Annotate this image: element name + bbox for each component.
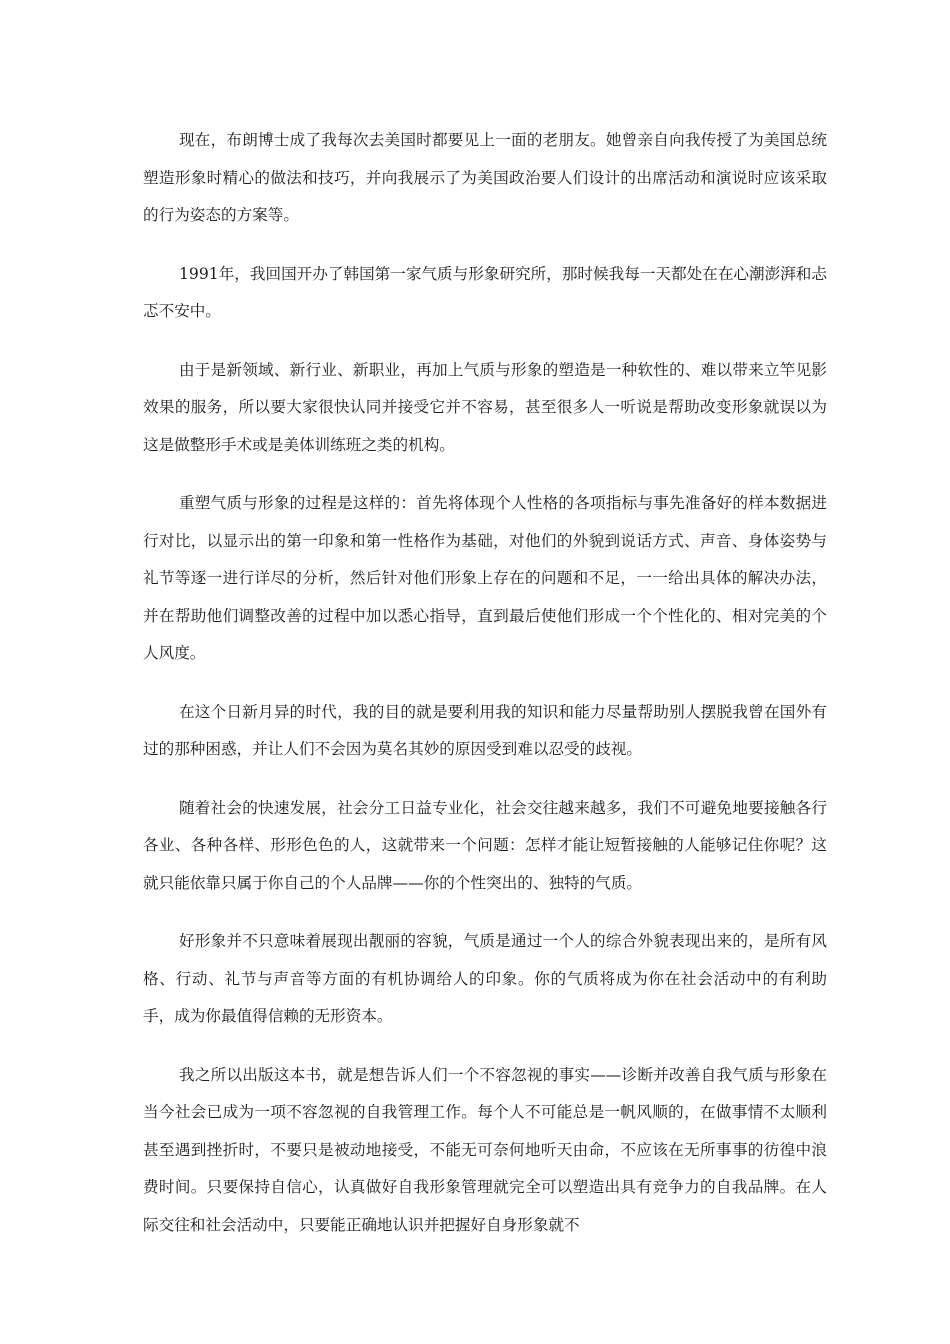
paragraph: 我之所以出版这本书，就是想告诉人们一个不容忽视的事实——诊断并改善自我气质与形象在当今社会已成为一项不容忽视的自我管理工作。每个人不可能总是一帆风顺的，在做事情不太顺利甚至遇到挫折时，不要只是被动地接受，不能无可奈何地听天由命，不应该在无所事事的彷徨中浪费时间。只要保持自信心，认真做好自我形象管理就完全可以塑造出具有竞争力的自我品牌。在人际交往和社会活动中，只要能正确地认识并把握好自身形象就不	[143, 1065, 827, 1234]
paragraph: 在这个日新月异的时代，我的目的就是要利用我的知识和能力尽量帮助别人摆脱我曾在国外有过的那种困惑，并让人们不会因为莫名其妙的原因受到难以忍受的歧视。	[143, 702, 827, 758]
paragraph: 由于是新领域、新行业、新职业，再加上气质与形象的塑造是一种软性的、难以带来立竿见影效果的服务，所以要大家很快认同并接受它并不容易，甚至很多人一听说是帮助改变形象就误以为这是做整形手术或是美体训练班之类的机构。	[143, 360, 827, 454]
document-body	[143, 122, 827, 1244]
paragraph: 随着社会的快速发展，社会分工日益专业化，社会交往越来越多，我们不可避免地要接触各行各业、各种各样、形形色色的人，这就带来一个问题：怎样才能让短暂接触的人能够记住你呢？这就只能依靠只属于你自己的个人品牌——你的个性突出的、独特的气质。	[143, 798, 827, 892]
paragraph: 1991年，我回国开办了韩国第一家气质与形象研究所，那时候我每一天都处在在心潮澎湃和忐忑不安中。	[143, 264, 827, 320]
paragraph: 现在，布朗博士成了我每次去美国时都要见上一面的老朋友。她曾亲自向我传授了为美国总统塑造形象时精心的做法和技巧，并向我展示了为美国政治要人们设计的出席活动和演说时应该采取的行为姿态的方案等。	[143, 131, 827, 224]
paragraph: 好形象并不只意味着展现出靓丽的容貌，气质是通过一个人的综合外貌表现出来的，是所有风格、行动、礼节与声音等方面的有机协调给人的印象。你的气质将成为你在社会活动中的有利助手，成为你最值得信赖的无形资本。	[143, 932, 827, 1025]
paragraph: 重塑气质与形象的过程是这样的：首先将体现个人性格的各项指标与事先准备好的样本数据进行对比，以显示出的第一印象和第一性格作为基础，对他们的外貌到说话方式、声音、身体姿势与礼节等逐一进行详尽的分析，然后针对他们形象上存在的问题和不足，一一给出具体的解决办法，并在帮助他们调整改善的过程中加以悉心指导，直到最后使他们形成一个个性化的、相对完美的个人风度。	[143, 494, 827, 662]
